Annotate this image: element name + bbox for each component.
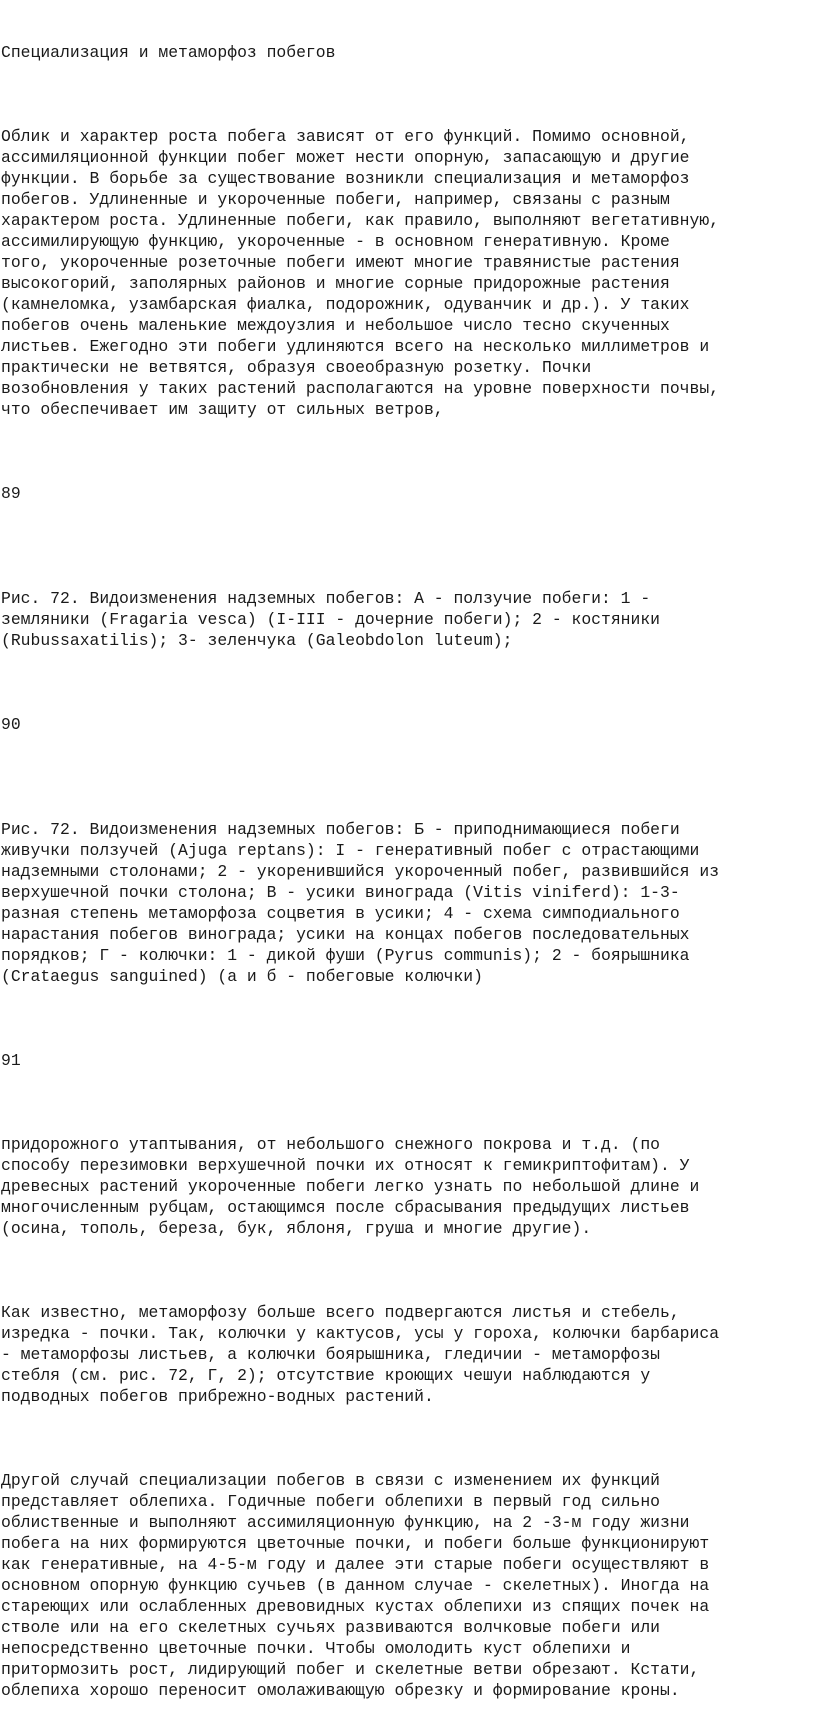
page-number: 91	[1, 1051, 21, 1070]
paragraph-metamorphosis: Как известно, метаморфозу больше всего подвергаются листья и стебель, изредка - почки. Так, колючки у кактусов, усы у гороха, колючки барбариса - метаморфозы листьев, а колючки боярышника, гледичии - метаморфозы стебля (см. рис. 72, Г, 2); отсутствие кроющих чешуи наблюдаются у подводных побегов прибрежно-водных растений.	[1, 1303, 720, 1406]
page-number: 89	[1, 484, 21, 503]
paragraph-rosette-shoots: Облик и характер роста побега зависят от его функций. Помимо основной, ассимиляционной функции побег может нести опорную, запасающую и другие функции. В борьбе за существование возникли специализация и метаморфоз побегов. Удлиненные и укороченные побеги, например, связаны с разным характером роста. Удлиненные побеги, как правило, выполняют вегетативную, ассимилирующую функцию, укороченные - в основном генеративную. Кроме того, укороченные розеточные побеги имеют многие травянистые растения высокогорий, заполярных районов и многие сорные придорожные растения (камнеломка, узамбарская фиалка, подорожник, одуванчик и др.). У таких побегов очень маленькие междоузлия и небольшое число тесно скученных листьев. Ежегодно эти побеги удлиняются всего на несколько миллиметров и практически не ветвятся, образуя своеобразную розетку. Почки возобновления у таких растений располагаются на уровне поверхности почвы, что обеспечивает им защиту от сильных ветров,	[1, 127, 720, 419]
paragraph-short-shoots: придорожного утаптывания, от небольшого снежного покрова и т.д. (по способу перезимовки верхушечной почки их относят к гемикриптофитам). У древесных растений укороченные побеги легко узнать по небольшой длине и многочисленным рубцам, остающимся после сбрасывания предыдущих листьев (осина, тополь, береза, бук, яблоня, груша и многие другие).	[1, 1135, 700, 1238]
figure-caption-72b: Рис. 72. Видоизменения надземных побегов: Б - приподнимающиеся побеги живучки ползучей (Ajuga reptans): I - генеративный побег с отрастающими надземными столонами; 2 - укоренившийся укороченный побег, развившийся из верхушечной почки столона; В - усики винограда (Vitis viniferd): 1-3- разная степень метаморфоза соцветия в усики; 4 - схема симподиального нарастания побегов винограда; усики на концах побегов последовательных порядков; Г - колючки: 1 - дикой фуши (Pyrus communis); 2 - боярышника (Crataegus sanguined) (а и б - побеговые колючки)	[1, 820, 720, 986]
document-title: Специализация и метаморфоз побегов	[1, 43, 336, 62]
page-number: 90	[1, 715, 21, 734]
paragraph-sea-buckthorn: Другой случай специализации побегов в связи с изменением их функций представляет облепиха. Годичные побеги облепихи в первый год сильно облиственные и выполняют ассимиляционную функцию, на 2 -3-м году жизни побега на них формируются цветочные почки, и побеги больше функционируют как генеративные, на 4-5-м году и далее эти старые побеги осуществляют в основном опорную функцию сучьев (в данном случае - скелетных). Иногда на стареющих или ослабленных древовидных кустах облепихи из спящих почек на стволе или на его скелетных сучьях развиваются волчковые побеги или непосредственно цветочные почки. Чтобы омолодить куст облепихи и притормозить рост, лидирующий побег и скелетные ветви обрезают. Кстати, облепиха хорошо переносит омолаживающую обрезку и формирование кроны.	[1, 1471, 710, 1700]
figure-caption-72a: Рис. 72. Видоизменения надземных побегов: А - ползучие побеги: 1 - земляники (Fragaria vesca) (I-III - дочерние побеги); 2 - костяники (Rubussaxatilis); 3- зеленчука (Galeobdolon luteum);	[1, 589, 661, 650]
